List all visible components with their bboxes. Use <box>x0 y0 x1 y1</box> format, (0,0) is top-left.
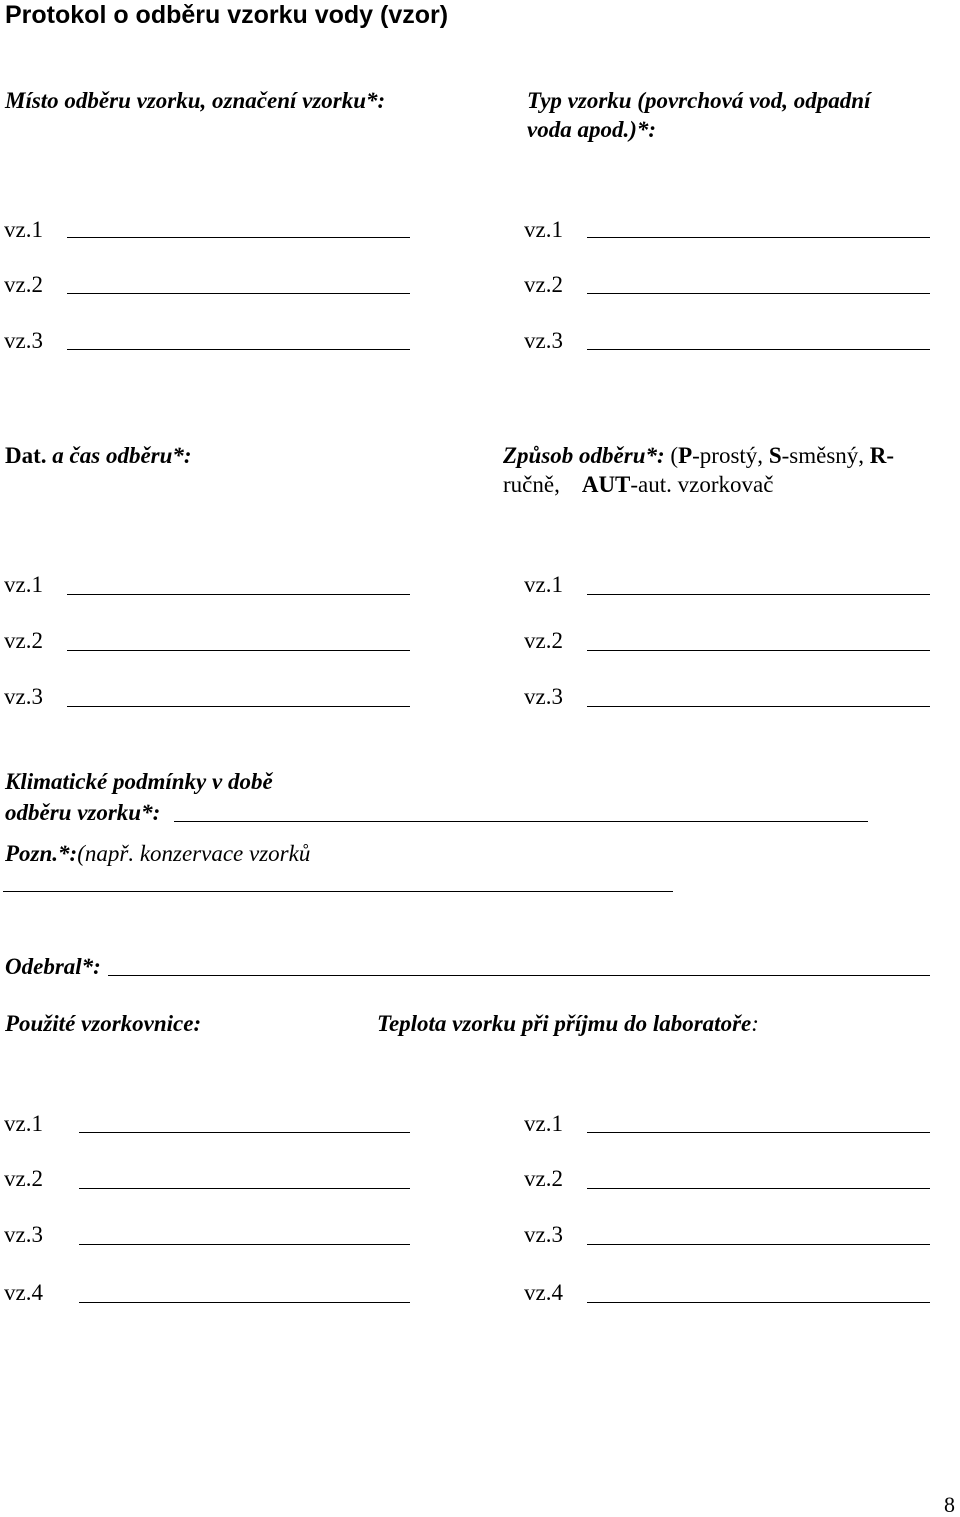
temperature-vz1-label: vz.1 <box>524 1111 563 1136</box>
note-label <box>5 842 310 865</box>
type-vz3-label: vz.3 <box>524 328 563 353</box>
temperature-vz4-label: vz.4 <box>524 1280 563 1305</box>
sampling-method-label-line1: Způsob odběru*: (P-prostý, S-směsný, R- <box>503 443 895 468</box>
collected-by-field[interactable] <box>108 975 930 976</box>
date-time-label-dat: Dat. <box>5 443 47 468</box>
container-vz3-field[interactable] <box>79 1244 410 1245</box>
page-title: Protokol o odběru vzorku vody (vzor) <box>5 1 449 29</box>
temperature-label-colon: : <box>751 1011 759 1036</box>
method-r-code: R- <box>869 443 895 468</box>
temperature-vz4-field[interactable] <box>587 1302 930 1303</box>
climate-field[interactable] <box>174 821 868 822</box>
container-vz1-label: vz.1 <box>4 1111 43 1136</box>
container-vz4-field[interactable] <box>79 1302 410 1303</box>
datetime-vz1-label: vz.1 <box>4 572 43 597</box>
method-p-text: -prostý, <box>692 443 769 468</box>
climate-label-line1: Klimatické podmínky v době <box>5 769 273 794</box>
container-vz3-label: vz.3 <box>4 1222 43 1247</box>
temperature-vz2-label: vz.2 <box>524 1166 563 1191</box>
method-vz2-field[interactable] <box>587 650 930 651</box>
type-vz2-label: vz.2 <box>524 272 563 297</box>
location-vz2-label: vz.2 <box>4 272 43 297</box>
temperature-vz1-field[interactable] <box>587 1132 930 1133</box>
method-vz1-label: vz.1 <box>524 572 563 597</box>
sample-location-label: Místo odběru vzorku, označení vzorku*: <box>5 88 386 113</box>
method-s-code: S <box>768 443 782 468</box>
container-vz2-label: vz.2 <box>4 1166 43 1191</box>
note-field[interactable] <box>3 891 673 892</box>
date-time-label <box>5 444 192 467</box>
container-vz4-label: vz.4 <box>4 1280 43 1305</box>
location-vz2-field[interactable] <box>67 293 410 294</box>
method-vz3-field[interactable] <box>587 706 930 707</box>
location-vz3-label: vz.3 <box>4 328 43 353</box>
method-s-text: -směsný, <box>781 443 870 468</box>
temperature-label <box>377 1012 759 1035</box>
datetime-vz1-field[interactable] <box>67 594 410 595</box>
sample-type-label-line2: voda apod.)*: <box>527 117 657 142</box>
location-vz3-field[interactable] <box>67 349 410 350</box>
note-label-pozn: Pozn.*: <box>5 841 78 866</box>
sampling-method-label-line2 <box>503 473 773 496</box>
datetime-vz3-label: vz.3 <box>4 684 43 709</box>
method-aut-code: AUT <box>581 472 631 497</box>
temperature-vz3-field[interactable] <box>587 1244 930 1245</box>
sample-type-label-line1: Typ vzorku (povrchová vod, odpadní <box>527 88 871 113</box>
location-vz1-label: vz.1 <box>4 217 43 242</box>
temperature-vz2-field[interactable] <box>587 1188 930 1189</box>
datetime-vz2-field[interactable] <box>67 650 410 651</box>
date-time-label-rest: a čas odběru*: <box>46 443 192 468</box>
type-vz1-label: vz.1 <box>524 217 563 242</box>
method-aut-text: -aut. vzorkovač <box>630 472 774 497</box>
type-vz2-field[interactable] <box>587 293 930 294</box>
temperature-label-main: Teplota vzorku při příjmu do laboratoře <box>377 1011 752 1036</box>
location-vz1-field[interactable] <box>67 237 410 238</box>
page-number: 8 <box>944 1492 955 1517</box>
container-vz2-field[interactable] <box>79 1188 410 1189</box>
method-vz1-field[interactable] <box>587 594 930 595</box>
method-vz2-label: vz.2 <box>524 628 563 653</box>
type-vz1-field[interactable] <box>587 237 930 238</box>
datetime-vz2-label: vz.2 <box>4 628 43 653</box>
type-vz3-field[interactable] <box>587 349 930 350</box>
sampling-method-label: Způsob odběru*: <box>503 443 665 468</box>
datetime-vz3-field[interactable] <box>67 706 410 707</box>
climate-label-line2: odběru vzorku*: <box>5 800 161 825</box>
method-vz3-label: vz.3 <box>524 684 563 709</box>
note-label-text: (např. konzervace vzorků <box>77 841 311 866</box>
collected-by-label: Odebral*: <box>5 954 101 979</box>
method-p-code: P <box>678 443 693 468</box>
container-vz1-field[interactable] <box>79 1132 410 1133</box>
method-r-text: ručně, <box>503 472 560 497</box>
temperature-vz3-label: vz.3 <box>524 1222 563 1247</box>
containers-label: Použité vzorkovnice: <box>5 1011 202 1036</box>
